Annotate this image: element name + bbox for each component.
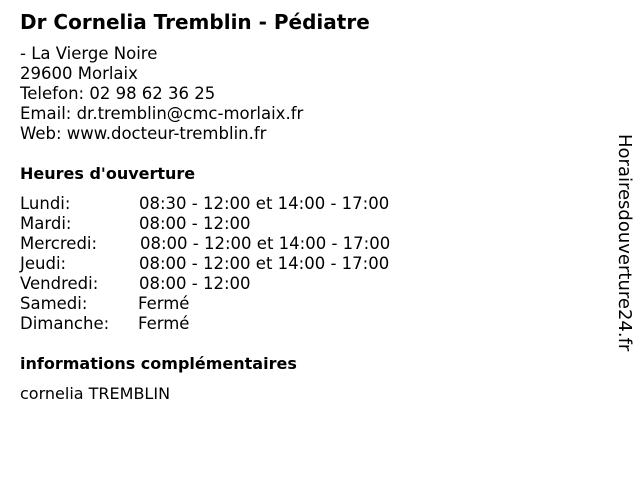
additional-info-text: cornelia TREMBLIN xyxy=(20,384,171,403)
hours-row-thursday xyxy=(20,254,440,274)
time-value: 08:00 - 12:00 et 14:00 - 17:00 xyxy=(139,254,390,273)
hours-row-wednesday xyxy=(20,234,440,254)
day-label: Jeudi: xyxy=(20,254,67,273)
site-watermark: Horairesdouverture24.fr xyxy=(614,134,635,352)
postal-city-line: 29600 Morlaix xyxy=(20,64,138,83)
day-label: Samedi: xyxy=(20,294,88,313)
opening-hours-list xyxy=(20,194,440,334)
time-value: 08:30 - 12:00 et 14:00 - 17:00 xyxy=(139,194,390,213)
time-value: 08:00 - 12:00 et 14:00 - 17:00 xyxy=(140,234,391,253)
page-title: Dr Cornelia Tremblin - Pédiatre xyxy=(20,10,370,34)
day-label: Mercredi: xyxy=(20,234,98,253)
time-value: 08:00 - 12:00 xyxy=(139,274,251,293)
hours-row-tuesday xyxy=(20,214,440,234)
day-label: Vendredi: xyxy=(20,274,99,293)
additional-info-heading: informations complémentaires xyxy=(20,354,297,373)
hours-heading: Heures d'ouverture xyxy=(20,164,196,183)
hours-row-monday xyxy=(20,194,440,214)
hours-row-saturday xyxy=(20,294,440,314)
time-value: Fermé xyxy=(138,314,190,333)
address-line: - La Vierge Noire xyxy=(20,44,158,63)
web-line: Web: www.docteur-tremblin.fr xyxy=(20,124,267,143)
day-label: Dimanche: xyxy=(20,314,110,333)
hours-row-sunday xyxy=(20,314,440,334)
day-label: Mardi: xyxy=(20,214,72,233)
email-line: Email: dr.tremblin@cmc-morlaix.fr xyxy=(20,104,304,123)
time-value: 08:00 - 12:00 xyxy=(139,214,251,233)
phone-line: Telefon: 02 98 62 36 25 xyxy=(20,84,216,103)
contact-block xyxy=(20,44,303,144)
hours-row-friday xyxy=(20,274,440,294)
time-value: Fermé xyxy=(138,294,190,313)
day-label: Lundi: xyxy=(20,194,71,213)
